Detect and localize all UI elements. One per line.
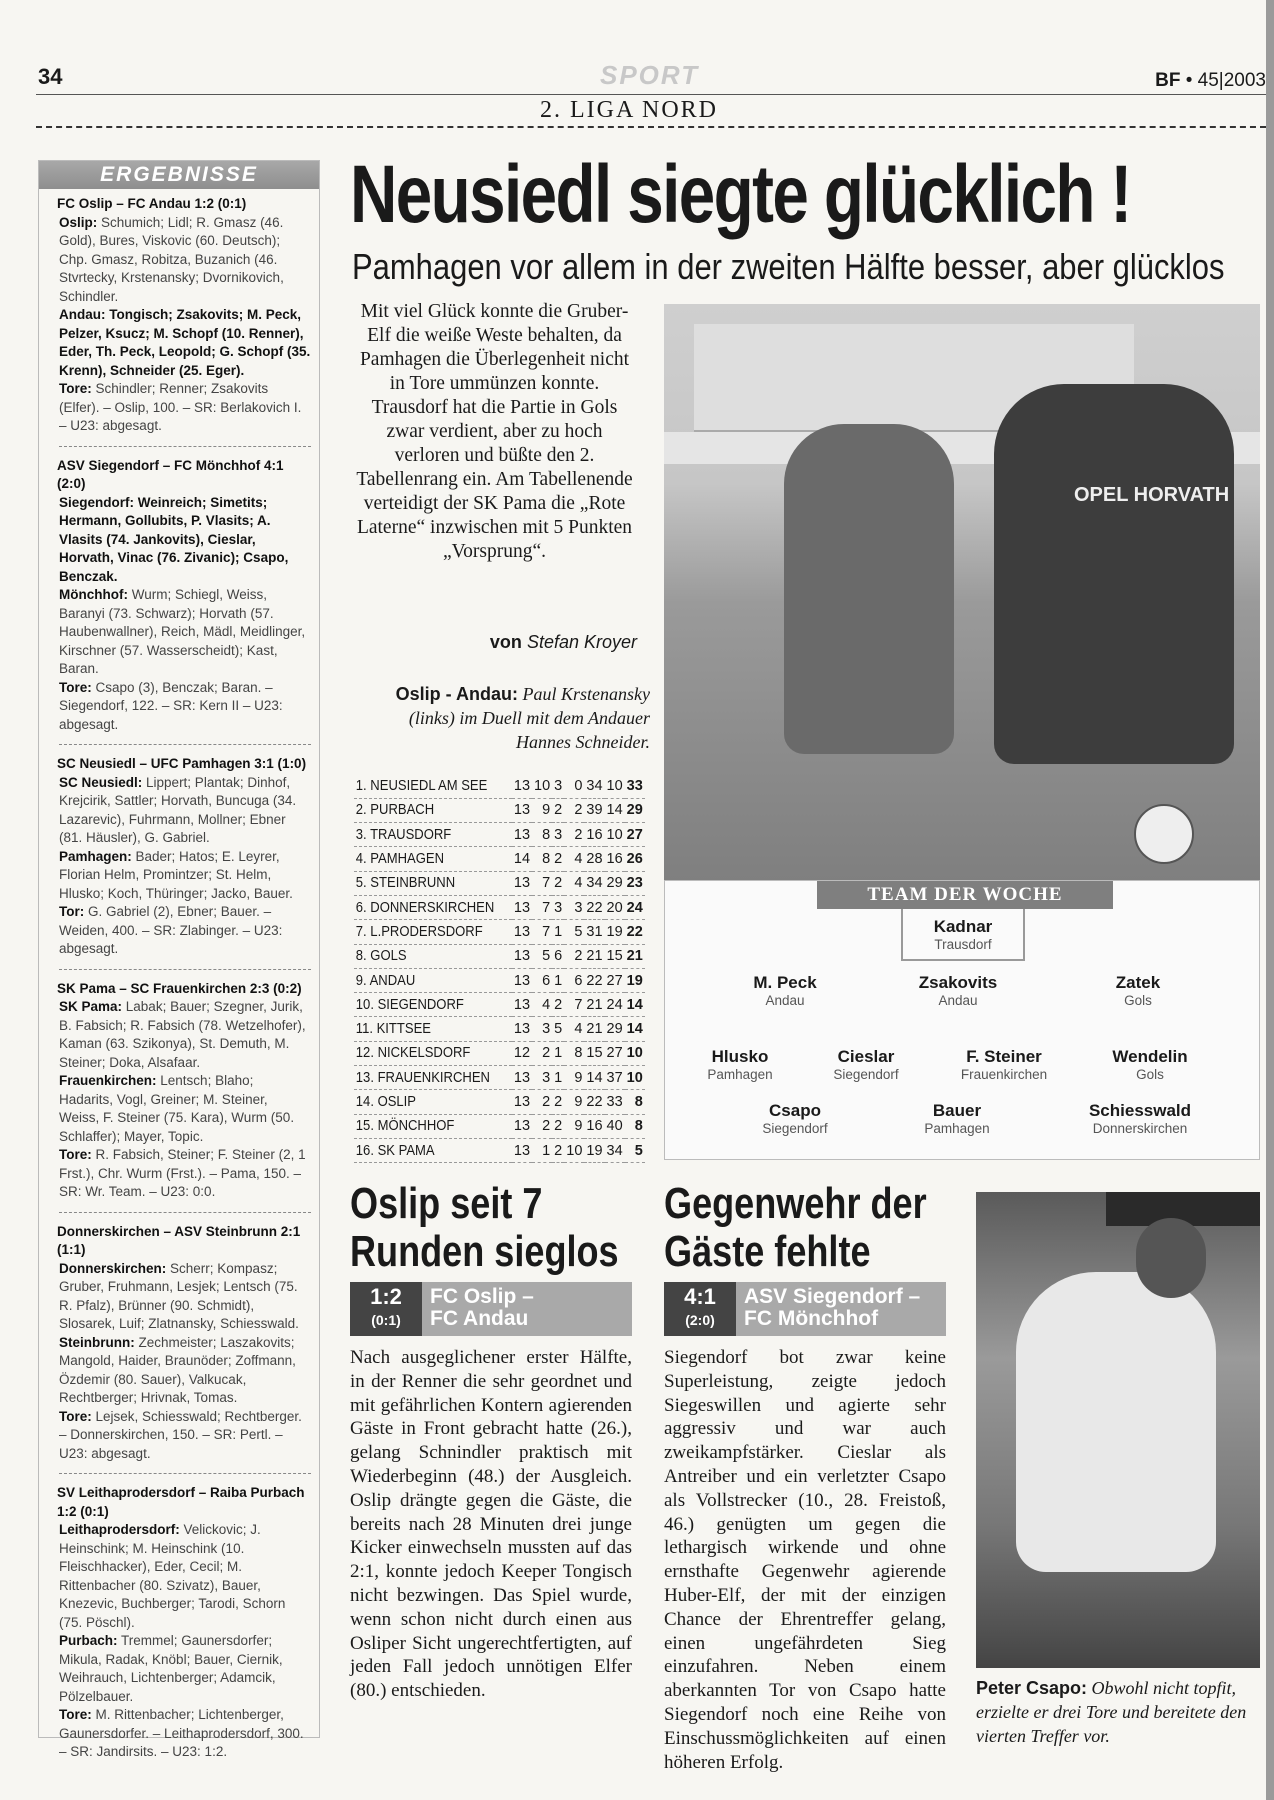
- result-lineup: [59, 1706, 311, 1762]
- stat-cell: 7: [532, 871, 552, 895]
- result-separator: [59, 744, 311, 745]
- points-cell: 10: [625, 1041, 645, 1065]
- stat-cell: 2: [532, 1090, 552, 1114]
- byline-label: von: [489, 632, 522, 652]
- lineup-label: Oslip:: [59, 214, 98, 230]
- points-cell: 26: [625, 847, 645, 871]
- team-name-cell: 11. KITTSEE: [354, 1017, 496, 1041]
- stat-cell: 2: [532, 1114, 552, 1138]
- section-title: SPORT: [600, 60, 700, 90]
- lineup-text: Bader; Hatos; E. Leyrer, Florian Helm, Promintzer; St. Helm, Hlusko; Koch, Thüringer; Jacko, Bauer.: [59, 848, 293, 901]
- player-defender-3: Zatek Gols: [1115, 973, 1161, 1008]
- photo-shirt-sponsor: OPEL HORVATH: [1074, 484, 1230, 506]
- stat-cell: 2: [532, 1041, 552, 1065]
- table-row: [354, 798, 645, 822]
- stat-cell: 29: [605, 871, 625, 895]
- lineup-label: Mönchhof:: [59, 587, 128, 602]
- result-lineup: [59, 774, 311, 848]
- table-row: [354, 774, 645, 798]
- issue-number: • 45|2003: [1180, 70, 1266, 91]
- stat-cell: 2: [552, 1090, 564, 1114]
- stat-cell: 13: [512, 1090, 532, 1114]
- page-edge: [1266, 0, 1274, 1800]
- table-row: [354, 1138, 645, 1162]
- stat-cell: 6: [564, 968, 584, 992]
- stat-cell: 9: [564, 1090, 584, 1114]
- team-name-cell: 13. FRAUENKIRCHEN: [354, 1066, 496, 1090]
- lineup-label: Frauenkirchen:: [59, 1073, 157, 1088]
- stat-cell: 13: [512, 1138, 532, 1162]
- stat-cell: 16: [584, 1114, 604, 1138]
- csapo-caption-label: Peter Csapo:: [976, 1678, 1088, 1698]
- lineup-text: Lejsek, Schiesswald; Rechtberger. – Donnerskirchen, 150. – SR: Pertl. – U23: abgesagt.: [59, 1408, 302, 1461]
- table-row: [354, 968, 645, 992]
- oslip-score-bar: [350, 1282, 632, 1336]
- article-intro: Mit viel Glück konnte die Gruber-Elf die weiße Weste behalten, da Pamhagen die Überlegenheit nicht in Tore ummünzen konnte. Trausdorf hat die Partie in Gols zwar verdient, aber zu hoch verloren und büßte den 2. Tabellenrang ein. Am Tabellenende verteidigt der SK Pama die „Rote Laterne“ inzwischen mit 5 Punkten „Vorsprung“.: [356, 301, 633, 562]
- byline: [352, 632, 637, 653]
- stat-cell: 27: [605, 968, 625, 992]
- stat-cell: 3: [532, 1066, 552, 1090]
- stat-cell: 1: [552, 1066, 564, 1090]
- points-cell: 22: [625, 920, 645, 944]
- stat-cell: 21: [584, 944, 604, 968]
- player-forward-3: Schiesswald Donnerskirchen: [1088, 1101, 1192, 1136]
- lineup-text: Tongisch; Zsakovits; M. Peck, Pelzer, Ksucz; M. Schopf (10. Renner), Eder, Th. Peck, Leopold; G. Schopf (35. Krenn), Schneider (25. Eger).: [59, 307, 311, 378]
- photo-player-right: [994, 384, 1234, 764]
- lineup-label: Tore:: [59, 1147, 92, 1162]
- player-midfielder-1: Hlusko Pamhagen: [707, 1047, 773, 1082]
- csapo-caption-text: Obwohl nicht topfit, erzielte er drei Tore und bereitete den vierten Treffer vor.: [976, 1678, 1247, 1746]
- sub-headline: Pamhagen vor allem in der zweiten Hälfte besser, aber glücklos: [352, 246, 1225, 287]
- lineup-text: Zechmeister; Laszakovits; Mangold, Haider, Braunöder; Zoffmann, Özdemir (80. Sauer), Valkucak, Rechtberger; Hrivnak, Tomas.: [59, 1334, 296, 1405]
- csapo-caption: [976, 1676, 1260, 1748]
- stat-cell: 10: [564, 1138, 584, 1162]
- caption-text: Paul Krstenansky (links) im Duell mit dem Andauer Hannes Schneider.: [408, 684, 650, 752]
- siegendorf-score-bar: [664, 1282, 946, 1336]
- stat-cell: 5: [552, 1017, 564, 1041]
- results-column: [38, 160, 320, 1759]
- result-separator: [59, 446, 311, 447]
- stat-cell: 13: [512, 944, 532, 968]
- points-cell: 23: [625, 871, 645, 895]
- stat-cell: 13: [512, 823, 532, 847]
- stat-cell: 20: [605, 895, 625, 919]
- stat-cell: 2: [552, 1138, 564, 1162]
- stat-cell: 13: [512, 895, 532, 919]
- result-heading: Donnerskirchen – ASV Steinbrunn 2:1 (1:1): [57, 1223, 301, 1257]
- stat-cell: 39: [584, 798, 604, 822]
- table-row: [354, 944, 645, 968]
- stat-cell: 10: [605, 823, 625, 847]
- lineup-text: G. Gabriel (2), Ebner; Bauer. – Weiden, 400. – SR: Zlabinger. – U23: abgesagt.: [59, 904, 283, 956]
- stat-cell: 19: [605, 920, 625, 944]
- lineup-label: Steinbrunn:: [59, 1334, 135, 1350]
- result-separator: [59, 1473, 311, 1474]
- lineup-label: Leithaprodersdorf:: [59, 1522, 180, 1537]
- team-name-cell: 10. SIEGENDORF: [354, 993, 496, 1017]
- lineup-label: Tor:: [59, 904, 85, 919]
- points-cell: 33: [625, 774, 645, 798]
- team-name-cell: 9. ANDAU: [354, 968, 496, 992]
- player-midfielder-3: F. Steiner Frauenkirchen: [960, 1047, 1048, 1082]
- stat-cell: 13: [512, 1066, 532, 1090]
- stat-cell: 6: [552, 944, 564, 968]
- result-lineup: [59, 1072, 311, 1146]
- lineup-label: Tore:: [59, 1408, 92, 1424]
- stat-cell: 40: [605, 1114, 625, 1138]
- lineup-text: Schumich; Lidl; R. Gmasz (46. Gold), Bures, Viskovic (60. Deutsch); Chp. Gmasz, Robitza, Buzanich (46. Stvrtecky, Krstenansky; Dvornikovich, Schindler.: [59, 214, 284, 304]
- photo-ball: [1134, 804, 1194, 864]
- result-lineup: [59, 903, 311, 959]
- player-defender-2: Zsakovits Andau: [918, 973, 998, 1008]
- lineup-label: Pamhagen:: [59, 848, 132, 864]
- stat-cell: 1: [552, 920, 564, 944]
- stat-cell: 4: [564, 1017, 584, 1041]
- result-item: [39, 749, 319, 963]
- player-defender-1: M. Peck Andau: [753, 973, 817, 1008]
- team-name-cell: 8. GOLS: [354, 944, 496, 968]
- stat-cell: 7: [532, 895, 552, 919]
- table-row: [354, 993, 645, 1017]
- result-item: [39, 974, 319, 1206]
- byline-author: Stefan Kroyer: [521, 632, 637, 652]
- lineup-label: Donnerskirchen:: [59, 1260, 167, 1276]
- stat-cell: 14: [605, 798, 625, 822]
- stat-cell: 13: [512, 798, 532, 822]
- stat-cell: 4: [532, 993, 552, 1017]
- stat-cell: 13: [512, 871, 532, 895]
- team-of-week-title: TEAM DER WOCHE: [817, 881, 1113, 909]
- stat-cell: 12: [512, 1041, 532, 1065]
- stat-cell: 5: [564, 920, 584, 944]
- team-name-cell: 3. TRAUSDORF: [354, 823, 496, 847]
- lineup-label: Andau:: [59, 307, 106, 322]
- stat-cell: 4: [564, 871, 584, 895]
- stat-cell: 34: [584, 871, 604, 895]
- lineup-label: Siegendorf:: [59, 494, 135, 510]
- stat-cell: 9: [532, 798, 552, 822]
- lineup-text: Tremmel; Gaunersdorfer; Mikula, Radak, Knöbl; Bauer, Ciernik, Weihrauch, Lichtenberger; Adamcik, Pölzelbauer.: [59, 1633, 283, 1704]
- player-forward-2: Bauer Pamhagen: [924, 1101, 990, 1136]
- lineup-text: Weinreich; Simetits; Hermann, Gollubits, P. Vlasits; A. Vlasits (74. Jankovits), Cieslar, Horvath, Vinac (76. Zivanic); Csapo, Benczak.: [59, 494, 289, 584]
- stat-cell: 16: [584, 823, 604, 847]
- stat-cell: 2: [552, 847, 564, 871]
- player-midfielder-4: Wendelin Gols: [1112, 1047, 1188, 1082]
- points-cell: 21: [625, 944, 645, 968]
- photo2-head: [1136, 1218, 1206, 1298]
- stat-cell: 1: [552, 1041, 564, 1065]
- result-lineup: [59, 998, 311, 1072]
- result-lineup: [59, 586, 311, 679]
- stat-cell: 3: [552, 895, 564, 919]
- stat-cell: 10: [532, 774, 552, 798]
- stat-cell: 22: [584, 968, 604, 992]
- result-heading: ASV Siegendorf – FC Mönchhof 4:1 (2:0): [57, 457, 284, 491]
- result-lineup: [59, 1632, 311, 1706]
- stat-cell: 19: [584, 1138, 604, 1162]
- siegendorf-body: Siegendorf bot zwar keine Superleistung, zeigte jedoch Siegeswillen und agierte sehr aggressiv und war auch zweikampfstärker. Cieslar als Antreiber und ein verletzter Csapo als Vollstrecker (10., 28. Freistoß, 46.) genügten um gegen die lethargisch wirkende und ohne ernsthafte Gegenwehr agierende Huber-Elf, der mit der einzigen Chance der Ehrentreffer gelang, einen ungefährdeten Sieg einzufahren. Neben einem aberkannten Tor von Csapo hatte Siegendorf noch eine Reihe von Einschussmöglichkeiten auf einen höheren Erfolg.: [664, 1347, 946, 1773]
- lineup-text: Csapo (3), Benczak; Baran. – Siegendorf, 122. – SR: Kern II – U23: abgesagt.: [59, 679, 283, 732]
- stat-cell: 9: [564, 1066, 584, 1090]
- table-row: [354, 847, 645, 871]
- points-cell: 10: [625, 1066, 645, 1090]
- stat-cell: 4: [564, 847, 584, 871]
- team-of-week: [664, 880, 1260, 1160]
- stat-cell: 21: [584, 1017, 604, 1041]
- table-row: [354, 1017, 645, 1041]
- table-row: [354, 1066, 645, 1090]
- result-lineup: [59, 1408, 311, 1464]
- oslip-headline: Oslip seit 7 Runden sieglos: [350, 1179, 619, 1276]
- photo-player-left: [784, 424, 954, 754]
- stat-cell: 34: [584, 774, 604, 798]
- stat-cell: 37: [605, 1066, 625, 1090]
- league-title: 2. LIGA NORD: [540, 97, 718, 123]
- stat-cell: 3: [532, 1017, 552, 1041]
- points-cell: 14: [625, 993, 645, 1017]
- team-name-cell: 15. MÖNCHHOF: [354, 1114, 496, 1138]
- points-cell: 19: [625, 968, 645, 992]
- stat-cell: 2: [564, 944, 584, 968]
- header-rule: [36, 94, 1266, 95]
- stat-cell: 16: [605, 847, 625, 871]
- stat-cell: 13: [512, 993, 532, 1017]
- lineup-text: Labak; Bauer; Szegner, Jurik, B. Fabsich; R. Fabsich (78. Wetzelhofer), Kaman (63. Szikonya), St. Demuth, M. Steiner; Doka, Alsafaar.: [59, 999, 306, 1070]
- stat-cell: 31: [584, 920, 604, 944]
- stat-cell: 13: [512, 774, 532, 798]
- result-lineup: [59, 380, 311, 436]
- result-heading: SK Pama – SC Frauenkirchen 2:3 (0:2): [57, 980, 302, 996]
- result-lineup: [59, 848, 311, 904]
- page-number: 34: [38, 64, 63, 89]
- lineup-text: Velickovic; J. Heinschink; M. Heinschink (10. Fleischhacker), Eder, Cecil; M. Rittenbacher (80. Szivatz), Bauer, Knezevic, Buchberger; Tarodi, Schorn (75. Pöschl).: [59, 1522, 286, 1630]
- stat-cell: 2: [552, 993, 564, 1017]
- results-list: [39, 189, 319, 1766]
- stat-cell: 2: [564, 798, 584, 822]
- result-lineup: [59, 1521, 311, 1632]
- stat-cell: 6: [532, 968, 552, 992]
- publication-name: BF: [1155, 70, 1181, 91]
- main-headline: Neusiedl siegte glücklich !: [350, 149, 1131, 240]
- points-cell: 29: [625, 798, 645, 822]
- lineup-label: SC Neusiedl:: [59, 774, 143, 790]
- points-cell: 14: [625, 1017, 645, 1041]
- results-title: ERGEBNISSE: [39, 161, 319, 189]
- team-name-cell: 5. STEINBRUNN: [354, 871, 496, 895]
- team-name-cell: 14. OSLIP: [354, 1090, 496, 1114]
- stat-cell: 2: [564, 823, 584, 847]
- siegendorf-teams: ASV Siegendorf – FC Mönchhof: [744, 1285, 921, 1330]
- table-row: [354, 871, 645, 895]
- photo-caption: [352, 682, 650, 754]
- team-name-cell: 1. NEUSIEDL AM SEE: [354, 774, 496, 798]
- table-row: [354, 823, 645, 847]
- stat-cell: 21: [584, 993, 604, 1017]
- stat-cell: 1: [532, 1138, 552, 1162]
- result-heading: FC Oslip – FC Andau 1:2 (0:1): [57, 196, 247, 211]
- stat-cell: 15: [584, 1041, 604, 1065]
- result-item: [39, 1217, 319, 1468]
- photo2-player: [1016, 1272, 1216, 1572]
- table-row: [354, 1041, 645, 1065]
- lineup-text: M. Rittenbacher; Lichtenberger, Gaunersdorfer. – Leithaprodersdorf, 300. – SR: Jandirsits. – U23: 1:2.: [59, 1707, 304, 1759]
- caption-label: Oslip - Andau:: [395, 684, 518, 704]
- player-forward-1: Csapo Siegendorf: [762, 1101, 828, 1136]
- stat-cell: 13: [512, 1114, 532, 1138]
- stat-cell: 13: [512, 1017, 532, 1041]
- stat-cell: 2: [552, 871, 564, 895]
- player-goalkeeper: Kadnar Trausdorf: [933, 917, 993, 952]
- issue-info: [1155, 70, 1266, 92]
- stat-cell: 13: [512, 968, 532, 992]
- stat-cell: 1: [552, 968, 564, 992]
- result-lineup: [59, 214, 311, 307]
- stat-cell: 3: [564, 895, 584, 919]
- result-separator: [59, 1212, 311, 1213]
- stat-cell: 29: [605, 1017, 625, 1041]
- stat-cell: 2: [552, 1114, 564, 1138]
- result-heading: SC Neusiedl – UFC Pamhagen 3:1 (1:0): [57, 756, 307, 771]
- stat-cell: 14: [584, 1066, 604, 1090]
- stat-cell: 7: [532, 920, 552, 944]
- stat-cell: 2: [552, 798, 564, 822]
- lineup-text: Wurm; Schiegl, Weiss, Baranyi (73. Schwarz); Horvath (57. Haubenwallner), Reich, Mädl, Meidlinger, Kirschner (57. Wasserscheidt); Kast, Baran.: [59, 587, 306, 676]
- stat-cell: 8: [564, 1041, 584, 1065]
- league-table: [354, 774, 645, 1163]
- lineup-text: R. Fabsich, Steiner; F. Steiner (2, 1 Frst.), Chr. Wurm (Frst.). – Pama, 150. – SR: Wr. Team. – U23: 0:0.: [59, 1147, 306, 1199]
- stat-cell: 9: [564, 1114, 584, 1138]
- lineup-text: Lentsch; Blaho; Hadarits, Vogl, Greiner; M. Steiner, Weiss, F. Steiner (75. Kara), Wurm (50. Schlaffer); Mayer, Topic.: [59, 1073, 295, 1144]
- result-lineup: [59, 1146, 311, 1202]
- table-row: [354, 1090, 645, 1114]
- stat-cell: 28: [584, 847, 604, 871]
- result-lineup: [59, 1260, 311, 1334]
- lineup-text: Lippert; Plantak; Dinhof, Krejcirik, Sattler; Horvath, Buncuga (34. Lazarevic), Fuhrmann, Mollner; Ebner (81. Häusler), G. Gabriel.: [59, 774, 297, 845]
- team-name-cell: 12. NICKELSDORF: [354, 1041, 496, 1065]
- result-lineup: [59, 1334, 311, 1408]
- points-cell: 24: [625, 895, 645, 919]
- stat-cell: 34: [605, 1138, 625, 1162]
- stat-cell: 24: [605, 993, 625, 1017]
- points-cell: 5: [625, 1138, 645, 1162]
- stat-cell: 8: [532, 823, 552, 847]
- stat-cell: 22: [584, 895, 604, 919]
- lineup-text: Schindler; Renner; Zsakovits (Elfer). – Oslip, 100. – SR: Berlakovich I. – U23: abgesagt.: [59, 381, 302, 433]
- points-cell: 8: [625, 1114, 645, 1138]
- stat-cell: 3: [552, 823, 564, 847]
- result-lineup: [59, 494, 311, 587]
- points-cell: 27: [625, 823, 645, 847]
- stat-cell: 27: [605, 1041, 625, 1065]
- result-item: [39, 189, 319, 440]
- team-name-cell: 4. PAMHAGEN: [354, 847, 496, 871]
- stat-cell: 15: [605, 944, 625, 968]
- lineup-label: Tore:: [59, 679, 92, 695]
- stat-cell: 7: [564, 993, 584, 1017]
- lineup-label: Purbach:: [59, 1633, 118, 1648]
- match-photo: [664, 304, 1260, 902]
- csapo-photo: [976, 1192, 1260, 1668]
- siegendorf-headline: Gegenwehr der Gäste fehlte: [664, 1179, 927, 1276]
- table-row: [354, 1114, 645, 1138]
- team-name-cell: 2. PURBACH: [354, 798, 496, 822]
- stat-cell: 10: [605, 774, 625, 798]
- stat-cell: 22: [584, 1090, 604, 1114]
- points-cell: 8: [625, 1090, 645, 1114]
- lineup-text: Scherr; Kompasz; Gruber, Fruhmann, Lesjek; Lentsch (75. R. Pfalz), Brünner (90. Schmidt), Slosarek, Luif; Zlatnansky, Schiesswald.: [59, 1260, 299, 1331]
- stat-cell: 13: [512, 920, 532, 944]
- player-midfielder-2: Cieslar Siegendorf: [833, 1047, 899, 1082]
- stat-cell: 14: [512, 847, 532, 871]
- result-heading: SV Leithaprodersdorf – Raiba Purbach 1:2 (0:1): [57, 1485, 305, 1519]
- result-separator: [59, 969, 311, 970]
- team-name-cell: 16. SK PAMA: [354, 1138, 496, 1162]
- result-lineup: [59, 679, 311, 735]
- result-item: [39, 1478, 319, 1766]
- siegendorf-score-box: 4:1 (2:0): [664, 1282, 736, 1336]
- result-item: [39, 451, 319, 739]
- oslip-body: Nach ausgeglichener erster Hälfte, in der Renner die sehr geordnet und mit gefährlichen Kontern agierenden Gäste in Front gebracht hatte (26.), gelang Schnindler praktisch mit Wiederbeginn (48.) der Ausgleich. Oslip drängte gegen die Gäste, die bereits nach 28 Minuten drei junge Kicker einwechseln mussten auf das 2:1, konnte jedoch Keeper Tongisch nicht bezwingen. Das Spiel wurde, wenn schon nicht durch einen aus Osliper Sicht ungerechtfertigten, auf jeden Fall jedoch unnötigen Elfer (80.) entschieden.: [350, 1347, 632, 1702]
- table-row: [354, 920, 645, 944]
- stat-cell: 5: [532, 944, 552, 968]
- lineup-label: SK Pama:: [59, 999, 123, 1014]
- stat-cell: 3: [552, 774, 564, 798]
- lineup-label: Tore:: [59, 1707, 92, 1722]
- oslip-score-box: 1:2 (0:1): [350, 1282, 422, 1336]
- stat-cell: 8: [532, 847, 552, 871]
- lineup-label: Tore:: [59, 381, 92, 396]
- stat-cell: 0: [564, 774, 584, 798]
- table-row: [354, 895, 645, 919]
- result-lineup: [59, 306, 311, 380]
- oslip-teams: FC Oslip – FC Andau: [430, 1285, 534, 1330]
- team-name-cell: 7. L.PRODERSDORF: [354, 920, 496, 944]
- header-dashed-rule: [36, 126, 1266, 128]
- team-name-cell: 6. DONNERSKIRCHEN: [354, 895, 496, 919]
- stat-cell: 33: [605, 1090, 625, 1114]
